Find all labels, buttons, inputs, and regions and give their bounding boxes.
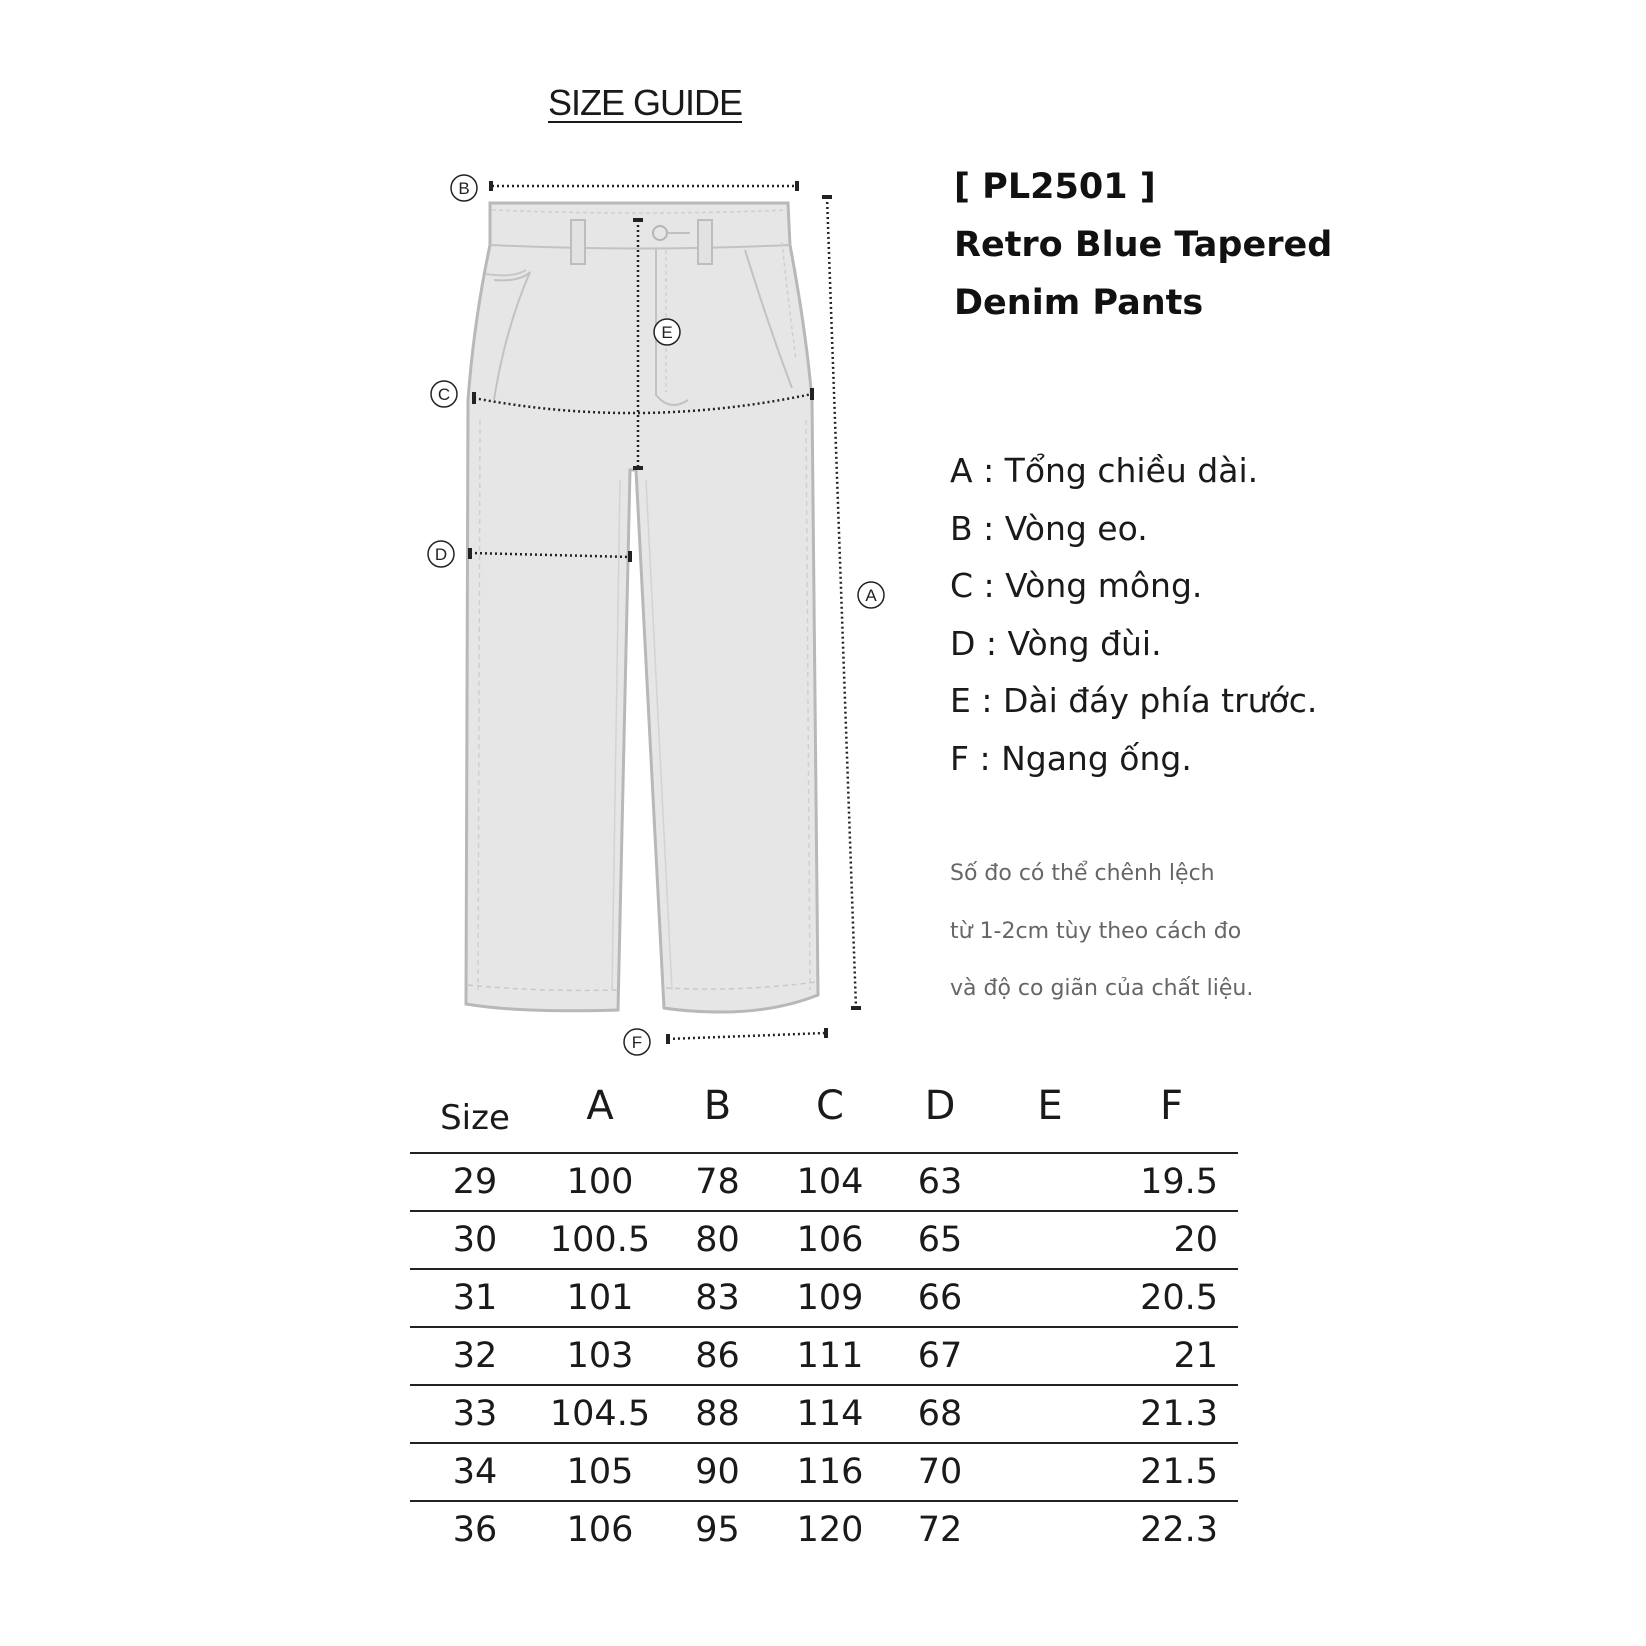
legend-item-e: E : Dài đáy phía trước. — [950, 681, 1318, 720]
cell-b: 95 — [695, 1510, 740, 1550]
cell-d: 67 — [885, 1327, 995, 1385]
cell-c: 109 — [775, 1269, 885, 1327]
note-line: từ 1-2cm tùy theo cách đo — [950, 918, 1242, 944]
product-name-line2: Denim Pants — [954, 283, 1204, 323]
product-code: [ PL2501 ] — [954, 167, 1156, 207]
marker-d — [428, 541, 454, 567]
cell-a: 103 — [540, 1327, 660, 1385]
cell-d: 70 — [885, 1443, 995, 1501]
header-f: F — [1105, 1060, 1238, 1153]
svg-text:C: C — [437, 385, 451, 404]
legend-item-a: A : Tổng chiều dài. — [950, 451, 1259, 490]
cell-a: 100.5 — [540, 1211, 660, 1269]
table-header-row — [410, 1060, 1238, 1153]
cell-a: 101 — [540, 1269, 660, 1327]
note-line: Số đo có thể chênh lệch — [950, 861, 1215, 886]
cell-c: 116 — [775, 1443, 885, 1501]
table-row — [410, 1327, 1238, 1385]
cell-size: 36 — [452, 1510, 498, 1550]
header-c: C — [775, 1060, 885, 1153]
cell-e — [995, 1385, 1105, 1443]
table-row — [410, 1443, 1238, 1501]
cell-size: 29 — [410, 1153, 540, 1211]
svg-text:A: A — [865, 586, 877, 605]
cell-d: 72 — [917, 1510, 963, 1550]
measurement-note — [950, 845, 1253, 1018]
cell-d: 65 — [885, 1211, 995, 1269]
cell-e — [995, 1211, 1105, 1269]
cell-size: 33 — [410, 1385, 540, 1443]
cell-size: 34 — [410, 1443, 540, 1501]
measure-line-b — [489, 181, 799, 191]
table-row — [410, 1153, 1238, 1211]
cell-f: 21 — [1105, 1327, 1238, 1385]
marker-e — [654, 319, 680, 345]
header-a: A — [540, 1060, 660, 1153]
marker-a — [858, 582, 884, 608]
measurement-legend — [950, 442, 1317, 787]
cell-f: 19.5 — [1105, 1153, 1238, 1211]
svg-text:E: E — [661, 323, 673, 342]
cell-b: 83 — [660, 1269, 775, 1327]
cell-c: 106 — [775, 1211, 885, 1269]
measure-line-f — [666, 1028, 828, 1044]
table-row — [410, 1269, 1238, 1327]
marker-b — [451, 175, 477, 201]
cell-e — [995, 1443, 1105, 1501]
cell-d: 63 — [885, 1153, 995, 1211]
note-line: và độ co giãn của chất liệu. — [950, 976, 1254, 1001]
cell-e — [995, 1501, 1105, 1558]
cell-size: 30 — [410, 1211, 540, 1269]
header-e: E — [995, 1060, 1105, 1153]
pants-silhouette — [466, 203, 818, 1012]
size-table — [410, 1060, 1238, 1558]
legend-item-f: F : Ngang ống. — [950, 738, 1192, 778]
cell-c: 111 — [775, 1327, 885, 1385]
cell-e — [995, 1327, 1105, 1385]
cell-b: 86 — [660, 1327, 775, 1385]
cell-f: 20.5 — [1105, 1269, 1238, 1327]
legend-item-b: B : Vòng eo. — [950, 508, 1148, 548]
product-name-line1: Retro Blue Tapered — [954, 225, 1333, 265]
cell-a: 104.5 — [540, 1385, 660, 1443]
header-d: D — [885, 1060, 995, 1153]
cell-e — [995, 1269, 1105, 1327]
cell-a: 106 — [566, 1510, 634, 1550]
cell-f: 21.3 — [1105, 1385, 1238, 1443]
cell-d: 66 — [885, 1269, 995, 1327]
svg-text:B: B — [458, 179, 470, 198]
cell-a: 105 — [540, 1443, 660, 1501]
product-info — [954, 158, 1332, 332]
cell-b: 90 — [660, 1443, 775, 1501]
cell-f: 20 — [1105, 1211, 1238, 1269]
cell-c: 114 — [775, 1385, 885, 1443]
cell-b: 78 — [660, 1153, 775, 1211]
cell-b: 88 — [660, 1385, 775, 1443]
marker-f — [624, 1029, 650, 1055]
table-row — [410, 1211, 1238, 1269]
header-b: B — [660, 1060, 775, 1153]
measure-line-a — [822, 195, 861, 1010]
cell-a: 100 — [540, 1153, 660, 1211]
legend-item-c: C : Vòng mông. — [950, 566, 1203, 605]
cell-e — [995, 1153, 1105, 1211]
table-row — [410, 1501, 1238, 1558]
cell-size: 31 — [410, 1269, 540, 1327]
cell-c: 120 — [796, 1510, 864, 1550]
cell-b: 80 — [660, 1211, 775, 1269]
cell-d: 68 — [885, 1385, 995, 1443]
svg-text:D: D — [434, 545, 448, 564]
cell-c: 104 — [775, 1153, 885, 1211]
marker-c — [431, 381, 457, 407]
header-size: Size — [410, 1060, 540, 1153]
cell-size: 32 — [410, 1327, 540, 1385]
table-row — [410, 1385, 1238, 1443]
svg-text:F: F — [631, 1033, 643, 1052]
size-guide-title: SIZE GUIDE — [548, 82, 743, 123]
cell-f: 21.5 — [1105, 1443, 1238, 1501]
cell-f: 22.3 — [1140, 1510, 1218, 1550]
legend-item-d: D : Vòng đùi. — [950, 623, 1162, 663]
